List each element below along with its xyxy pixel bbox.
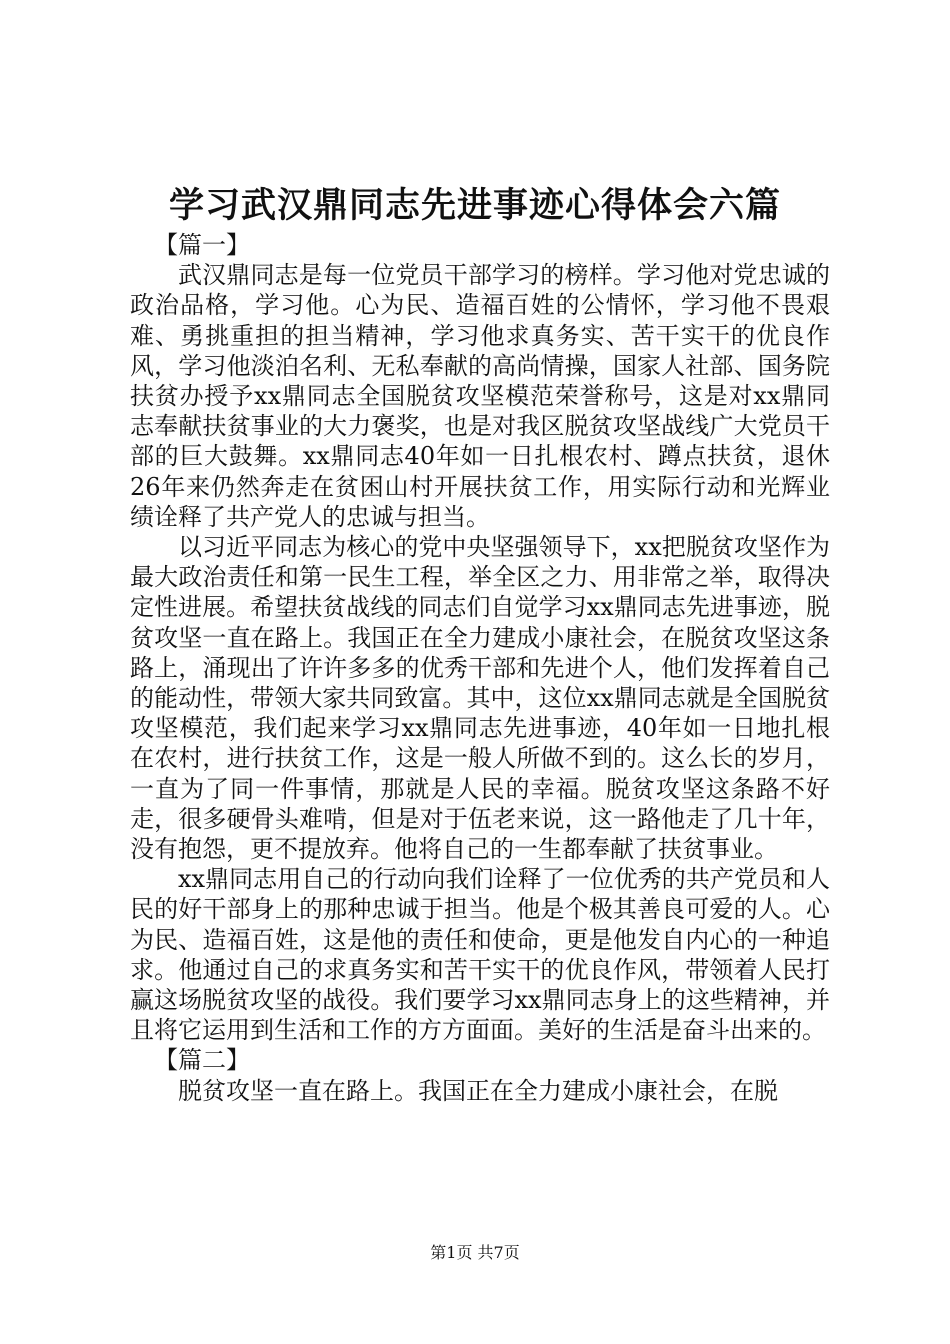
section-heading-2: 【篇二】: [154, 1046, 250, 1075]
document-body: [130, 230, 830, 1106]
document-title: 学习武汉鼎同志先进事迹心得体会六篇: [168, 185, 781, 226]
section-heading-1: 【篇一】: [154, 231, 250, 259]
page-footer: 第1页 共7页: [430, 1243, 520, 1262]
paragraph-4: 脱贫攻坚一直在路上。我国正在全力建成小康社会，在脱: [178, 1076, 778, 1105]
paragraph-3: xx鼎同志用自己的行动向我们诠释了一位优秀的共产党员和人民的好干部身上的那种忠诚于担当。他是个极其善良可爱的人。心为民、造福百姓，这是他的责任和使命，更是他发自内心的一种追求。他通过自己的求真务实和苦干实干的优良作风，带领着人民打赢这场脱贫攻坚的战役。我们要学习xx鼎同志身上的这些精神，并且将它运用到生活和工作的方方面面。美好的生活是奋斗出来的。: [130, 865, 830, 1045]
paragraph-1: 武汉鼎同志是每一位党员干部学习的榜样。学习他对党忠诚的政治品格，学习他。心为民、造福百姓的公情怀，学习他不畏艰难、勇挑重担的担当精神，学习他求真务实、苦干实干的优良作风，学习他淡泊名利、无私奉献的高尚情操，国家人社部、国务院扶贫办授予xx鼎同志全国脱贫攻坚模范荣誉称号，这是对xx鼎同志奉献扶贫事业的大力褒奖，也是对我区脱贫攻坚战线广大党员干部的巨大鼓舞。xx鼎同志40年如一日扎根农村、蹲点扶贫，退休26年来仍然奔走在贫困山村开展扶贫工作，用实际行动和光辉业绩诠释了共产党人的忠诚与担当。: [130, 261, 830, 531]
paragraph-2: 以习近平同志为核心的党中央坚强领导下，xx把脱贫攻坚作为最大政治责任和第一民生工程，举全区之力、用非常之举，取得决定性进展。希望扶贫战线的同志们自觉学习xx鼎同志先进事迹，脱贫攻坚一直在路上。我国正在全力建成小康社会，在脱贫攻坚这条路上，涌现出了许许多多的优秀干部和先进个人，他们发挥着自己的能动性，带领大家共同致富。其中，这位xx鼎同志就是全国脱贫攻坚模范，我们起来学习xx鼎同志先进事迹，40年如一日地扎根在农村，进行扶贫工作，这是一般人所做不到的。这么长的岁月，一直为了同一件事情，那就是人民的幸福。脱贫攻坚这条路不好走，很多硬骨头难啃，但是对于伍老来说，这一路他走了几十年，没有抱怨，更不提放弃。他将自己的一生都奉献了扶贫事业。: [130, 533, 830, 864]
